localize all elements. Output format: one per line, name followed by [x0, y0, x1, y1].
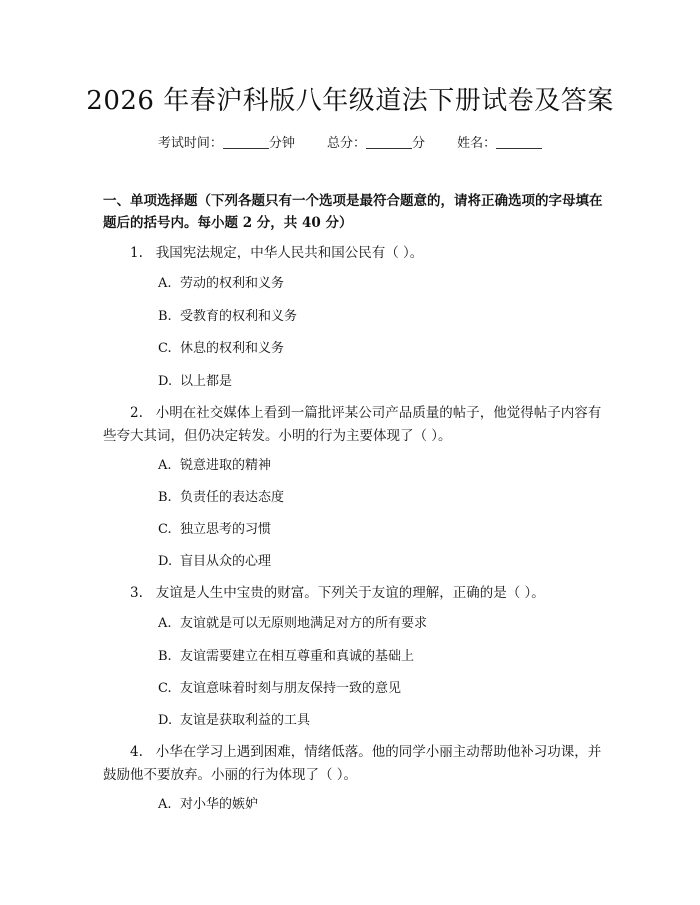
option-text: 友谊意味着时刻与朋友保持一致的意见	[180, 681, 402, 696]
option-letter: C.	[158, 681, 172, 696]
page-title: 2026 年春沪科版八年级道法下册试卷及答案	[86, 86, 614, 116]
option-d	[158, 553, 271, 571]
question-stem	[103, 741, 603, 787]
question-1	[103, 242, 603, 265]
question-stem	[103, 582, 603, 605]
name-label: 姓名：	[457, 136, 497, 151]
option-text: 以上都是	[180, 374, 233, 389]
option-text: 对小华的嫉妒	[180, 797, 259, 812]
option-text: 锐意进取的精神	[180, 458, 272, 473]
score-unit: 分	[412, 136, 426, 151]
question-number: 4.	[130, 744, 143, 760]
option-a	[158, 615, 427, 633]
exam-score	[327, 136, 425, 151]
option-text: 受教育的权利和义务	[180, 309, 298, 324]
option-text: 友谊就是可以无原则地满足对方的所有要求	[180, 616, 428, 631]
option-letter: B.	[158, 309, 172, 324]
option-text: 友谊需要建立在相互尊重和真诚的基础上	[180, 649, 415, 664]
option-d	[158, 712, 310, 730]
option-letter: A.	[158, 797, 172, 812]
option-text: 休息的权利和义务	[180, 341, 285, 356]
question-number: 1.	[130, 245, 143, 261]
question-3	[103, 582, 603, 605]
section-heading: 一、单项选择题（下列各题只有一个选项是最符合题意的，请将正确选项的字母填在题后的括号内。每小题 2 分，共 40 分）	[103, 193, 603, 231]
time-unit: 分钟	[268, 136, 295, 151]
option-a	[158, 796, 258, 814]
score-label: 总分：	[326, 136, 366, 151]
score-blank	[366, 136, 412, 149]
option-c	[158, 680, 401, 698]
time-label: 考试时间：	[157, 136, 223, 151]
question-4	[103, 741, 603, 787]
option-letter: D.	[158, 713, 173, 728]
time-blank	[223, 136, 269, 149]
question-text: 友谊是人生中宝贵的财富。下列关于友谊的理解，正确的是（ ）。	[155, 585, 545, 601]
option-d	[158, 373, 232, 391]
question-text: 我国宪法规定，中华人民共和国公民有（ ）。	[155, 245, 424, 261]
option-letter: C.	[158, 522, 172, 537]
option-text: 负责任的表达态度	[180, 490, 285, 505]
option-letter: B.	[158, 649, 172, 664]
name-blank	[496, 136, 542, 149]
option-letter: C.	[158, 341, 172, 356]
question-stem	[103, 242, 603, 265]
option-letter: A.	[158, 458, 172, 473]
option-text: 友谊是获取利益的工具	[180, 713, 311, 728]
option-c	[158, 521, 271, 539]
option-b	[158, 489, 284, 507]
question-number: 2.	[130, 405, 143, 421]
question-text: 小明在社交媒体上看到一篇批评某公司产品质量的帖子，他觉得帖子内容有些夸大其词，但仍决定转发。小明的行为主要体现了（ ）。	[103, 405, 602, 444]
question-number: 3.	[130, 585, 143, 601]
option-a	[158, 275, 284, 293]
option-letter: A.	[158, 276, 172, 291]
option-text: 劳动的权利和义务	[180, 276, 285, 291]
option-text: 盲目从众的心理	[180, 554, 272, 569]
option-letter: B.	[158, 490, 172, 505]
option-c	[158, 340, 284, 358]
option-b	[158, 308, 297, 326]
exam-name	[457, 136, 542, 151]
option-letter: A.	[158, 616, 172, 631]
option-b	[158, 648, 414, 666]
question-text: 小华在学习上遇到困难，情绪低落。他的同学小丽主动帮助他补习功课，并鼓励他不要放弃。小丽的行为体现了（ ）。	[103, 744, 602, 783]
option-a	[158, 457, 271, 475]
question-stem	[103, 402, 603, 448]
question-2	[103, 402, 603, 448]
option-text: 独立思考的习惯	[180, 522, 272, 537]
exam-time	[158, 136, 295, 151]
option-letter: D.	[158, 554, 173, 569]
option-letter: D.	[158, 374, 173, 389]
exam-info-line	[0, 132, 700, 151]
